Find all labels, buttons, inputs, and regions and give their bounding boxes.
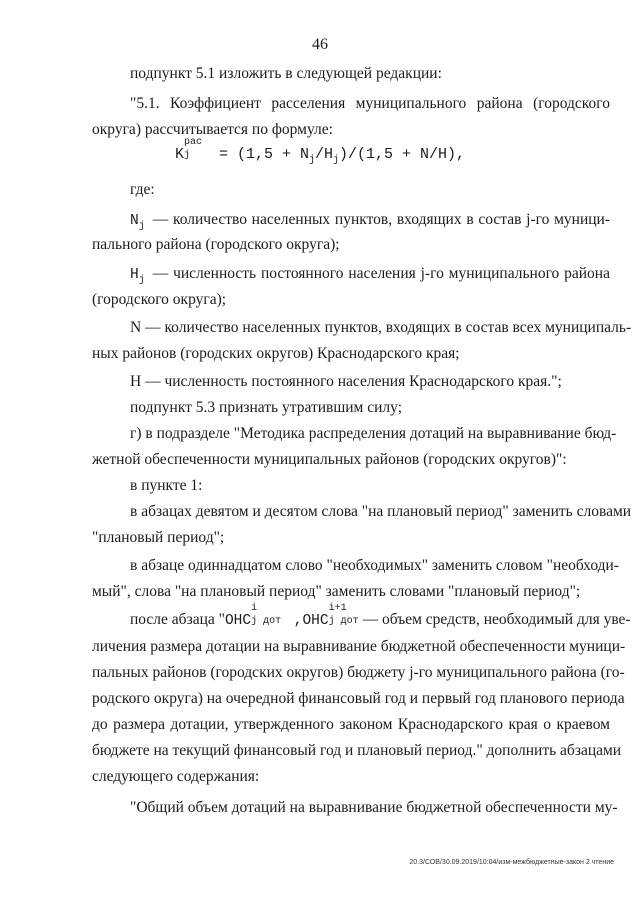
- p51-line-2: округа) рассчитывается по формуле:: [92, 121, 333, 138]
- formula-eq-c: )/(1,5 + N/H),: [339, 146, 466, 163]
- where-label: где:: [130, 181, 155, 198]
- item1-line: в пункте 1:: [130, 477, 203, 494]
- def-n-line-2: ных районов (городских округов) Краснодарского края;: [92, 345, 460, 362]
- nj-symbol: $N_j$: [130, 213, 145, 232]
- hj-symbol: $H_j$: [130, 267, 145, 286]
- def-nj-line-2: пального района (городского округа);: [92, 236, 340, 253]
- footer-code: 20.3/СОВ/30.09.2019/10:04/изм-межбюджетные-закон 2 чтение: [409, 859, 614, 866]
- formula: [0, 137, 640, 166]
- a910-line-1: в абзацах девятом и десятом слова "на плановый период" заменить словами: [130, 503, 632, 520]
- def-h-line: H — численность постоянного населения Краснодарского края.";: [130, 373, 562, 390]
- formula-eq-a: = (1,5 + N: [209, 146, 309, 163]
- intro-line: подпункт 5.1 изложить в следующей редакции:: [130, 65, 442, 82]
- after-line-5: до размера дотации, утвержденного законом Краснодарского края о краевом: [92, 716, 610, 733]
- a11-line-1: в абзаце одиннадцатом слово "необходимых" заменить словом "необходи-: [130, 557, 619, 574]
- formula-k: K: [174, 146, 184, 163]
- page-number: 46: [312, 36, 328, 53]
- p53-line: подпункт 5.3 признать утратившим силу;: [130, 399, 403, 416]
- after-line-7: следующего содержания:: [92, 768, 260, 785]
- formula-eq-b: /H: [315, 146, 334, 163]
- formula-k-sup: рас: [183, 137, 202, 148]
- after-line-2: личения размера дотации на выравнивание бюджетной обеспеченности муници-: [92, 638, 626, 655]
- after-line-4: родского округа) на очередной финансовый год и первый год планового периода: [92, 690, 625, 707]
- p51-line-1: "5.1. Коэффициент расселения муниципального района (городского: [130, 95, 610, 112]
- def-n-line-1: N — количество населенных пунктов, входящих в состав всех муниципаль-: [130, 319, 632, 336]
- g-line-2: жетной обеспеченности муниципальных районов (городских округов)":: [92, 451, 567, 468]
- after-line-1: после абзаца "ОНС i j дот ,ОНС i+1 j дот — объем средств, необходимый для уве-: [130, 603, 631, 629]
- last-line: "Общий объем дотаций на выравнивание бюджетной обеспеченности му-: [130, 799, 618, 816]
- formula-hj-sub: j: [333, 155, 340, 166]
- a11-line-2: мый", слова "на плановый период" заменить словами "плановый период";: [92, 583, 581, 600]
- after-line-6: бюджете на текущий финансовый год и плановый период." дополнить абзацами: [92, 742, 622, 759]
- a910-line-2: "плановый период";: [92, 529, 225, 546]
- formula-k-sub: j: [183, 150, 190, 161]
- g-line-1: г) в подразделе "Методика распределения дотаций на выравнивание бюд-: [130, 425, 617, 442]
- ons-symbol-1: ОНС i j дот: [224, 603, 282, 629]
- def-hj-line-1: $H_j$ — численность постоянного населения j-го муниципального района: [130, 265, 610, 286]
- after-line-3: пальных районов (городских округов) бюджету j-го муниципального района (го-: [92, 664, 625, 681]
- def-hj-line-2: (городского округа);: [92, 291, 227, 308]
- ons-symbol-2: ОНС i+1 j дот: [302, 603, 359, 629]
- formula-nj-sub: j: [308, 155, 315, 166]
- def-nj-line-1: $N_j$ — количество населенных пунктов, входящих в состав j-го муници-: [130, 211, 610, 232]
